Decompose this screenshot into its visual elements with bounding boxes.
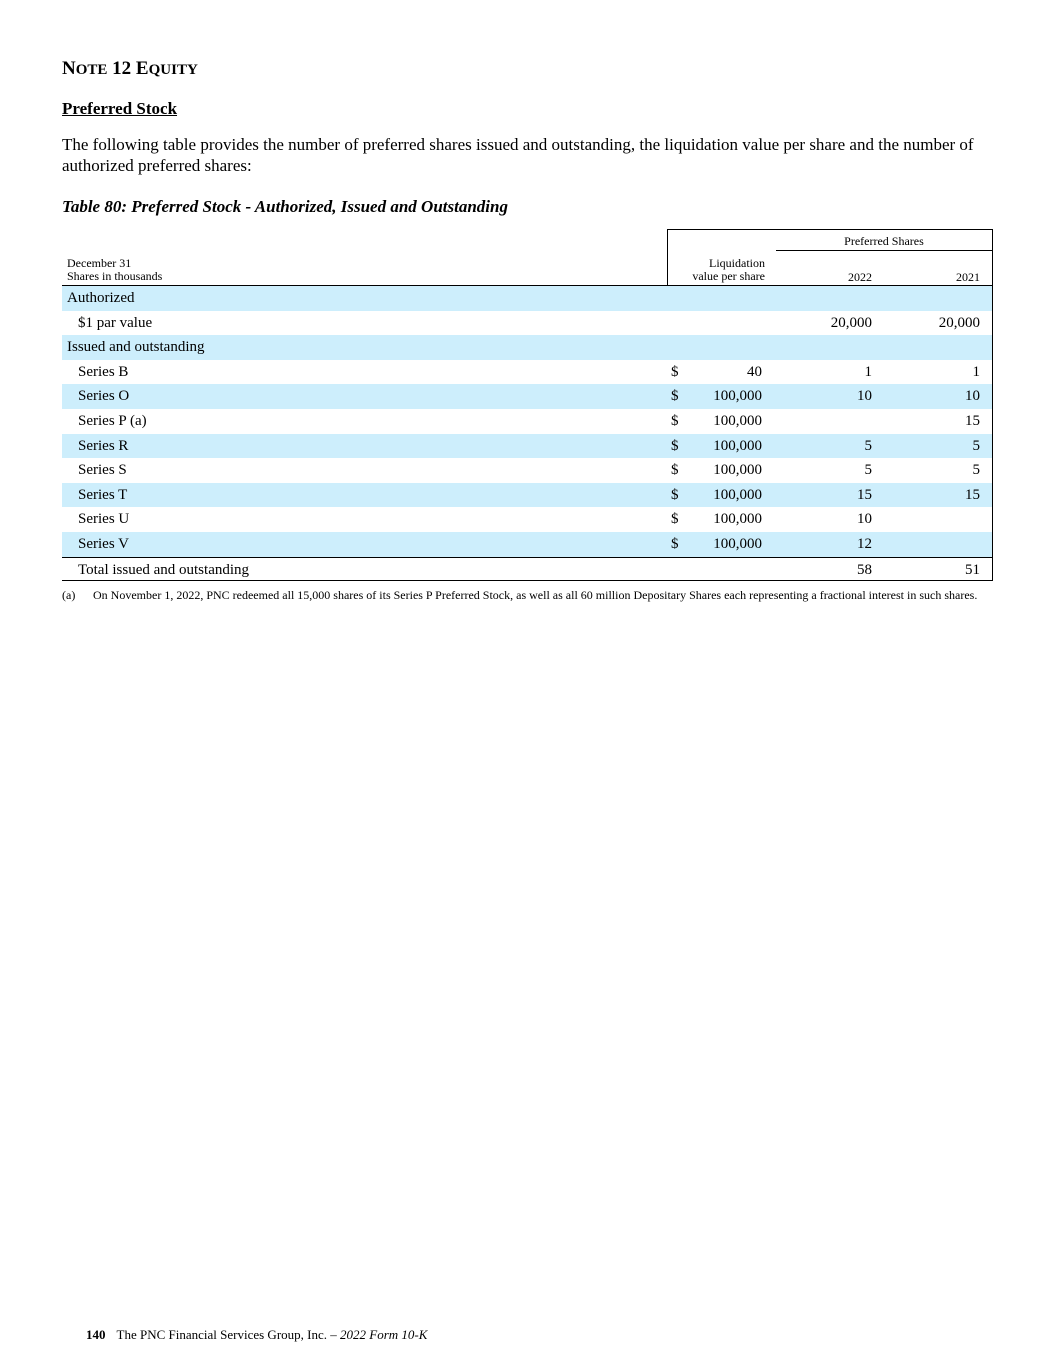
row-label: Series S (78, 462, 127, 479)
row-label: $1 par value (78, 314, 153, 331)
shares-2021-cell: 15 (965, 412, 980, 429)
row-label: Series O (78, 388, 130, 405)
group-underline (776, 250, 992, 251)
note-prefix-rest: OTE (75, 62, 108, 78)
table-body (62, 286, 993, 581)
preferred-shares-group-label: Preferred Shares (844, 234, 924, 248)
shares-2022-cell: 1 (864, 363, 872, 380)
table-row (62, 286, 993, 311)
column-header-2022: 2022 (848, 270, 872, 284)
liquidation-value-cell: 100,000 (713, 462, 762, 479)
shares-2022-cell: 20,000 (830, 314, 872, 331)
header-top-rule (667, 229, 993, 230)
currency-symbol: $ (671, 437, 679, 454)
currency-symbol: $ (671, 388, 679, 405)
shares-2022-cell: 15 (857, 486, 872, 503)
shares-2021-cell: 5 (972, 437, 980, 454)
table-row (62, 557, 993, 582)
table-row (62, 483, 993, 508)
shares-2021-cell: 20,000 (938, 314, 980, 331)
liquidation-value-cell: 100,000 (713, 412, 762, 429)
table-row (62, 532, 993, 557)
table-row (62, 311, 993, 336)
note-word-rest: QUITY (148, 62, 198, 78)
liquidation-column-header (667, 257, 765, 283)
note-title (62, 58, 198, 80)
row-label: Total issued and outstanding (78, 561, 250, 578)
liquidation-value-cell: 100,000 (713, 486, 762, 503)
footnote (62, 587, 982, 603)
currency-symbol: $ (671, 511, 679, 528)
table-row (62, 434, 993, 459)
units-label: Shares in thousands (67, 269, 163, 283)
liquidation-value-cell: 40 (747, 363, 762, 380)
shares-2022-cell: 12 (857, 535, 872, 552)
shares-2022-cell: 5 (864, 437, 872, 454)
row-label: Authorized (67, 290, 135, 306)
footnote-mark: (a) (62, 588, 76, 602)
shares-2022-cell: 5 (864, 462, 872, 479)
page-footer (86, 1327, 427, 1343)
note-number: 12 (112, 58, 132, 79)
currency-symbol: $ (671, 462, 679, 479)
liquidation-value-cell: 100,000 (713, 388, 762, 405)
table-title: Table 80: Preferred Stock - Authorized, Issued and Outstanding (62, 197, 508, 216)
footnote-text: On November 1, 2022, PNC redeemed all 15,000 shares of its Series P Preferred Stock, as well as all 60 million Depositary Shares each representing a fractional interest in such shares. (93, 588, 978, 602)
table-row (62, 384, 993, 409)
table-row (62, 409, 993, 434)
shares-2021-cell: 51 (965, 561, 980, 578)
table-row (62, 458, 993, 483)
preferred-stock-table (62, 229, 993, 581)
row-label: Series U (78, 511, 130, 528)
table-header (62, 229, 993, 286)
row-label: Series R (78, 437, 129, 454)
row-label: Series P (a) (78, 412, 147, 429)
row-label: Series B (78, 363, 129, 380)
shares-2021-cell: 1 (972, 363, 980, 380)
shares-2022-cell: 10 (857, 388, 872, 405)
table-row (62, 335, 993, 360)
currency-symbol: $ (671, 412, 679, 429)
liquidation-value-cell: 100,000 (713, 437, 762, 454)
note-prefix-initial: N (62, 58, 76, 79)
liq-header-line-1: Liquidation (709, 256, 765, 270)
date-label: December 31 (67, 256, 132, 270)
shares-2021-cell: 15 (965, 486, 980, 503)
page-number: 140 (86, 1327, 106, 1342)
intro-paragraph: The following table provides the number of preferred shares issued and outstanding, the liquidation value per share and the number of authorized preferred shares: (62, 135, 974, 175)
shares-2021-cell: 5 (972, 462, 980, 479)
date-units-label (67, 257, 162, 283)
liquidation-value-cell: 100,000 (713, 535, 762, 552)
table-row (62, 360, 993, 385)
shares-2022-cell: 10 (857, 511, 872, 528)
shares-2022-cell: 58 (857, 561, 872, 578)
shares-2021-cell: 10 (965, 388, 980, 405)
liquidation-value-cell: 100,000 (713, 511, 762, 528)
footer-form: 2022 Form 10-K (340, 1327, 428, 1342)
table-row (62, 507, 993, 532)
row-label: Series T (78, 486, 128, 503)
column-header-2021: 2021 (956, 270, 980, 284)
currency-symbol: $ (671, 535, 679, 552)
footer-company: The PNC Financial Services Group, Inc. – (116, 1327, 337, 1342)
row-label: Issued and outstanding (67, 339, 205, 356)
section-heading: Preferred Stock (62, 99, 178, 118)
note-word-initial: E (135, 58, 149, 79)
row-label: Series V (78, 535, 129, 552)
currency-symbol: $ (671, 363, 679, 380)
header-right-rule (992, 229, 993, 286)
liq-header-line-2: value per share (692, 269, 765, 283)
currency-symbol: $ (671, 486, 679, 503)
